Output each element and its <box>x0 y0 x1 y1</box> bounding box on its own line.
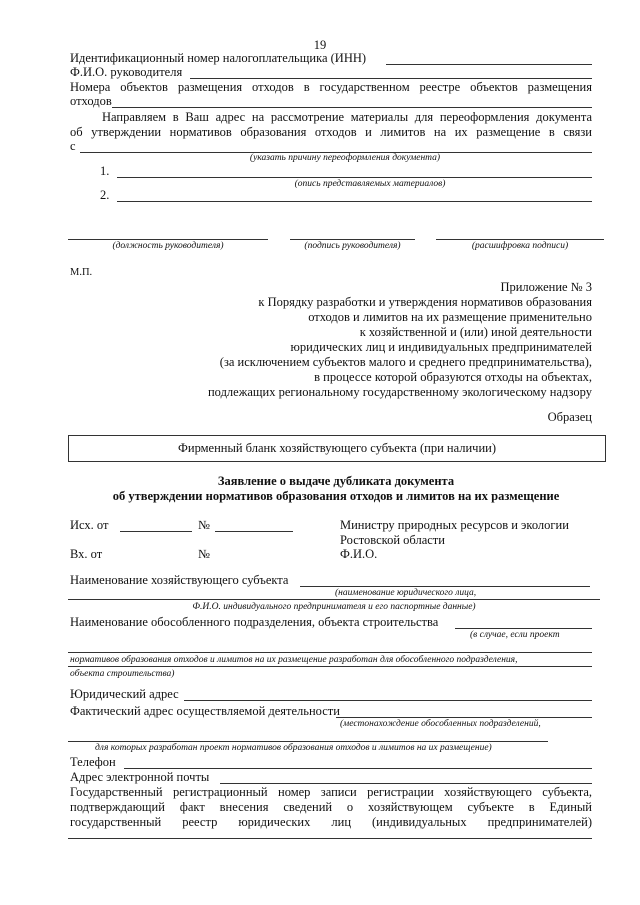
actual-address-label: Фактический адрес осуществляемой деятельности <box>70 704 340 718</box>
signature-hint: (подпись руководителя) <box>304 241 401 251</box>
material-item-1-number: 1. <box>100 164 110 178</box>
actual-address-field-line[interactable] <box>336 717 592 718</box>
document-title-2: об утверждении нормативов образования отходов и лимитов на их размещение <box>112 489 560 503</box>
appendix-line-8: подлежащих региональному государственному экологическому надзору <box>207 385 592 399</box>
outgoing-label: Исх. от <box>70 518 109 532</box>
inn-field-line[interactable] <box>386 64 592 65</box>
request-text-3: с <box>70 139 76 153</box>
position-field-line[interactable] <box>68 239 268 240</box>
stamp-place: М.П. <box>70 267 93 278</box>
decoding-field-line[interactable] <box>436 239 604 240</box>
material-item-1-line[interactable] <box>117 177 592 178</box>
subdivision-hint-2: нормативов образования отходов и лимитов на их размещение разработан для обособленного подразделения, <box>70 655 518 665</box>
appendix-line-2: к Порядку разработки и утверждения нормативов образования <box>258 295 592 309</box>
head-fio-label: Ф.И.О. руководителя <box>70 65 183 79</box>
objects-numbers-text-2: отходов <box>70 94 112 108</box>
appendix-line-1: Приложение № 3 <box>500 280 592 294</box>
subdivision-label: Наименование обособленного подразделения, объекта строительства <box>70 615 439 629</box>
objects-numbers-text: Номера объектов размещения отходов в государственном реестре объектов размещения <box>70 80 592 94</box>
objects-numbers-field-line[interactable] <box>112 107 592 108</box>
materials-hint: (опись представляемых материалов) <box>294 179 446 189</box>
appendix-line-3: отходов и лимитов на их размещение применительно <box>308 310 592 324</box>
outgoing-date-line[interactable] <box>120 531 192 532</box>
incoming-label: Вх. от <box>70 547 103 561</box>
document-title-1: Заявление о выдаче дубликата документа <box>217 474 455 488</box>
phone-field-line[interactable] <box>124 768 592 769</box>
material-item-2-line[interactable] <box>117 201 592 202</box>
position-hint: (должность руководителя) <box>112 241 224 251</box>
actual-address-hint-2: для которых разработан проект нормативов образования отходов и лимитов на их размещение) <box>95 743 492 753</box>
request-text-2: об утверждении нормативов образования отходов и лимитов на их размещение в связи <box>70 125 592 139</box>
subdivision-field-line[interactable] <box>455 628 592 629</box>
addressee-line-2: Ростовской области <box>340 533 445 547</box>
material-item-2-number: 2. <box>100 188 110 202</box>
entity-name-field-line-2[interactable] <box>68 599 600 600</box>
appendix-line-5: юридических лиц и индивидуальных предпринимателей <box>290 340 592 354</box>
outgoing-number-label: № <box>198 518 210 532</box>
actual-address-hint-1: (местонахождение обособленных подразделений, <box>340 719 541 729</box>
legal-address-field-line[interactable] <box>184 700 592 701</box>
entity-name-label: Наименование хозяйствующего субъекта <box>70 573 289 587</box>
email-field-line[interactable] <box>220 783 592 784</box>
letterhead-box <box>68 435 606 462</box>
addressee-line-1: Министру природных ресурсов и экологии <box>340 518 569 532</box>
page-number: 19 <box>313 38 327 52</box>
registration-field-line[interactable] <box>68 838 592 839</box>
email-label: Адрес электронной почты <box>70 770 210 784</box>
registration-text-1: Государственный регистрационный номер записи регистрации хозяйствующего субъекта, <box>70 785 592 799</box>
phone-label: Телефон <box>70 755 116 769</box>
reason-hint: (указать причину переоформления документа) <box>249 153 441 163</box>
appendix-line-4: к хозяйственной и (или) иной деятельности <box>359 325 592 339</box>
outgoing-number-line[interactable] <box>215 531 293 532</box>
head-fio-field-line[interactable] <box>190 78 592 79</box>
letterhead-text: Фирменный бланк хозяйствующего субъекта (при наличии) <box>178 441 496 455</box>
entity-hint-2: Ф.И.О. индивидуального предпринимателя и его паспортные данные) <box>192 602 476 612</box>
inn-label: Идентификационный номер налогоплательщика (ИНН) <box>70 51 367 65</box>
subdivision-field-line-2[interactable] <box>68 652 592 653</box>
addressee-line-3: Ф.И.О. <box>340 547 378 561</box>
entity-name-field-line[interactable] <box>300 586 590 587</box>
appendix-line-7: в процессе которой образуются отходы на объектах, <box>314 370 592 384</box>
appendix-line-6: (за исключением субъектов малого и среднего предпринимательства), <box>219 355 592 369</box>
request-text-1: Направляем в Ваш адрес на рассмотрение материалы для переоформления документа <box>102 110 592 124</box>
subdivision-hint-3: объекта строительства) <box>70 669 175 679</box>
actual-address-field-line-2[interactable] <box>68 741 548 742</box>
incoming-number-label: № <box>198 547 210 561</box>
subdivision-hint-1: (в случае, если проект <box>470 630 560 640</box>
registration-text-3: государственный реестр юридических лиц (индивидуальных предпринимателей) <box>70 815 592 829</box>
legal-address-label: Юридический адрес <box>70 687 179 701</box>
subdivision-field-line-3[interactable] <box>68 666 592 667</box>
entity-hint-1: (наименование юридического лица, <box>335 588 477 598</box>
sample-label: Образец <box>547 410 592 424</box>
signature-field-line[interactable] <box>290 239 415 240</box>
registration-text-2: подтверждающий факт внесения сведений о хозяйствующем субъекте в Единый <box>70 800 592 814</box>
decoding-hint: (расшифровка подписи) <box>471 241 569 251</box>
